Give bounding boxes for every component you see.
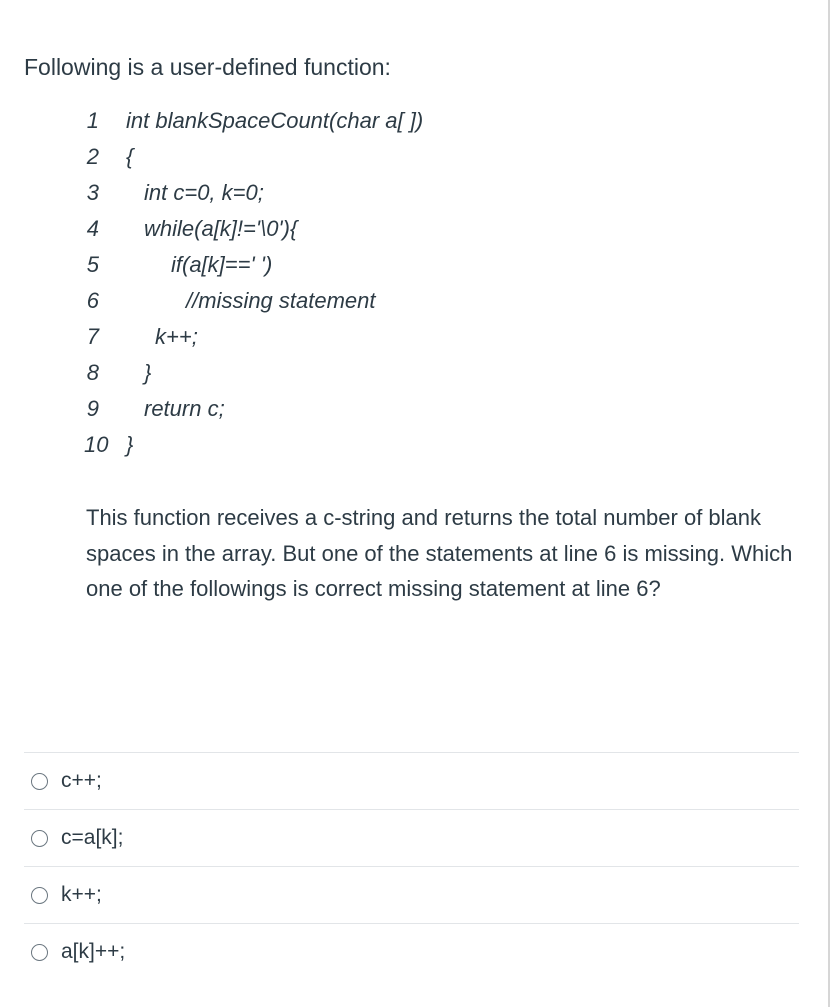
line-number: 2 [86,144,99,169]
answer-list [24,752,799,980]
radio-button-icon[interactable] [31,830,48,847]
question-intro: Following is a user-defined function: [24,54,391,80]
code-line-6 [0,288,830,318]
code-line-5 [0,252,830,282]
code-text: } [126,432,134,457]
code-line-2 [0,144,830,174]
code-text: if(a[k]==' ') [171,252,273,277]
radio-button-icon[interactable] [31,887,48,904]
code-line-3 [0,180,830,210]
code-text: { [126,144,134,169]
question-description: This function receives a c-string and returns the total number of blank spaces in the array. But one of the statements at line 6 is missing. Which one of the followings is correct missing statement at line 6? [86,505,793,601]
line-number: 6 [86,288,99,313]
line-number: 8 [86,360,99,385]
line-number: 9 [86,396,99,421]
code-line-10 [0,432,830,462]
answer-label: k++; [61,883,102,906]
answer-option-2[interactable] [24,809,799,866]
answer-option-3[interactable] [24,866,799,923]
code-text: while(a[k]!='\0'){ [144,216,298,241]
answer-label: a[k]++; [61,940,126,963]
code-text: } [144,360,152,385]
answer-option-4[interactable] [24,923,799,980]
code-text: int c=0, k=0; [144,180,264,205]
answer-option-1[interactable] [24,752,799,809]
line-number: 7 [86,324,99,349]
answer-label: c++; [61,769,102,792]
code-line-1 [0,108,830,138]
line-number: 3 [86,180,99,205]
answer-label: c=a[k]; [61,826,124,849]
code-text: //missing statement [186,288,376,313]
code-line-9 [0,396,830,426]
code-line-4 [0,216,830,246]
line-number: 5 [86,252,99,277]
code-text: int blankSpaceCount(char a[ ]) [126,108,424,133]
radio-button-icon[interactable] [31,773,48,790]
code-line-7 [0,324,830,354]
line-number: 1 [86,108,99,133]
code-line-8 [0,360,830,390]
code-text: return c; [144,396,225,421]
line-number: 10 [84,432,109,457]
code-text: k++; [155,324,198,349]
line-number: 4 [86,216,99,241]
radio-button-icon[interactable] [31,944,48,961]
